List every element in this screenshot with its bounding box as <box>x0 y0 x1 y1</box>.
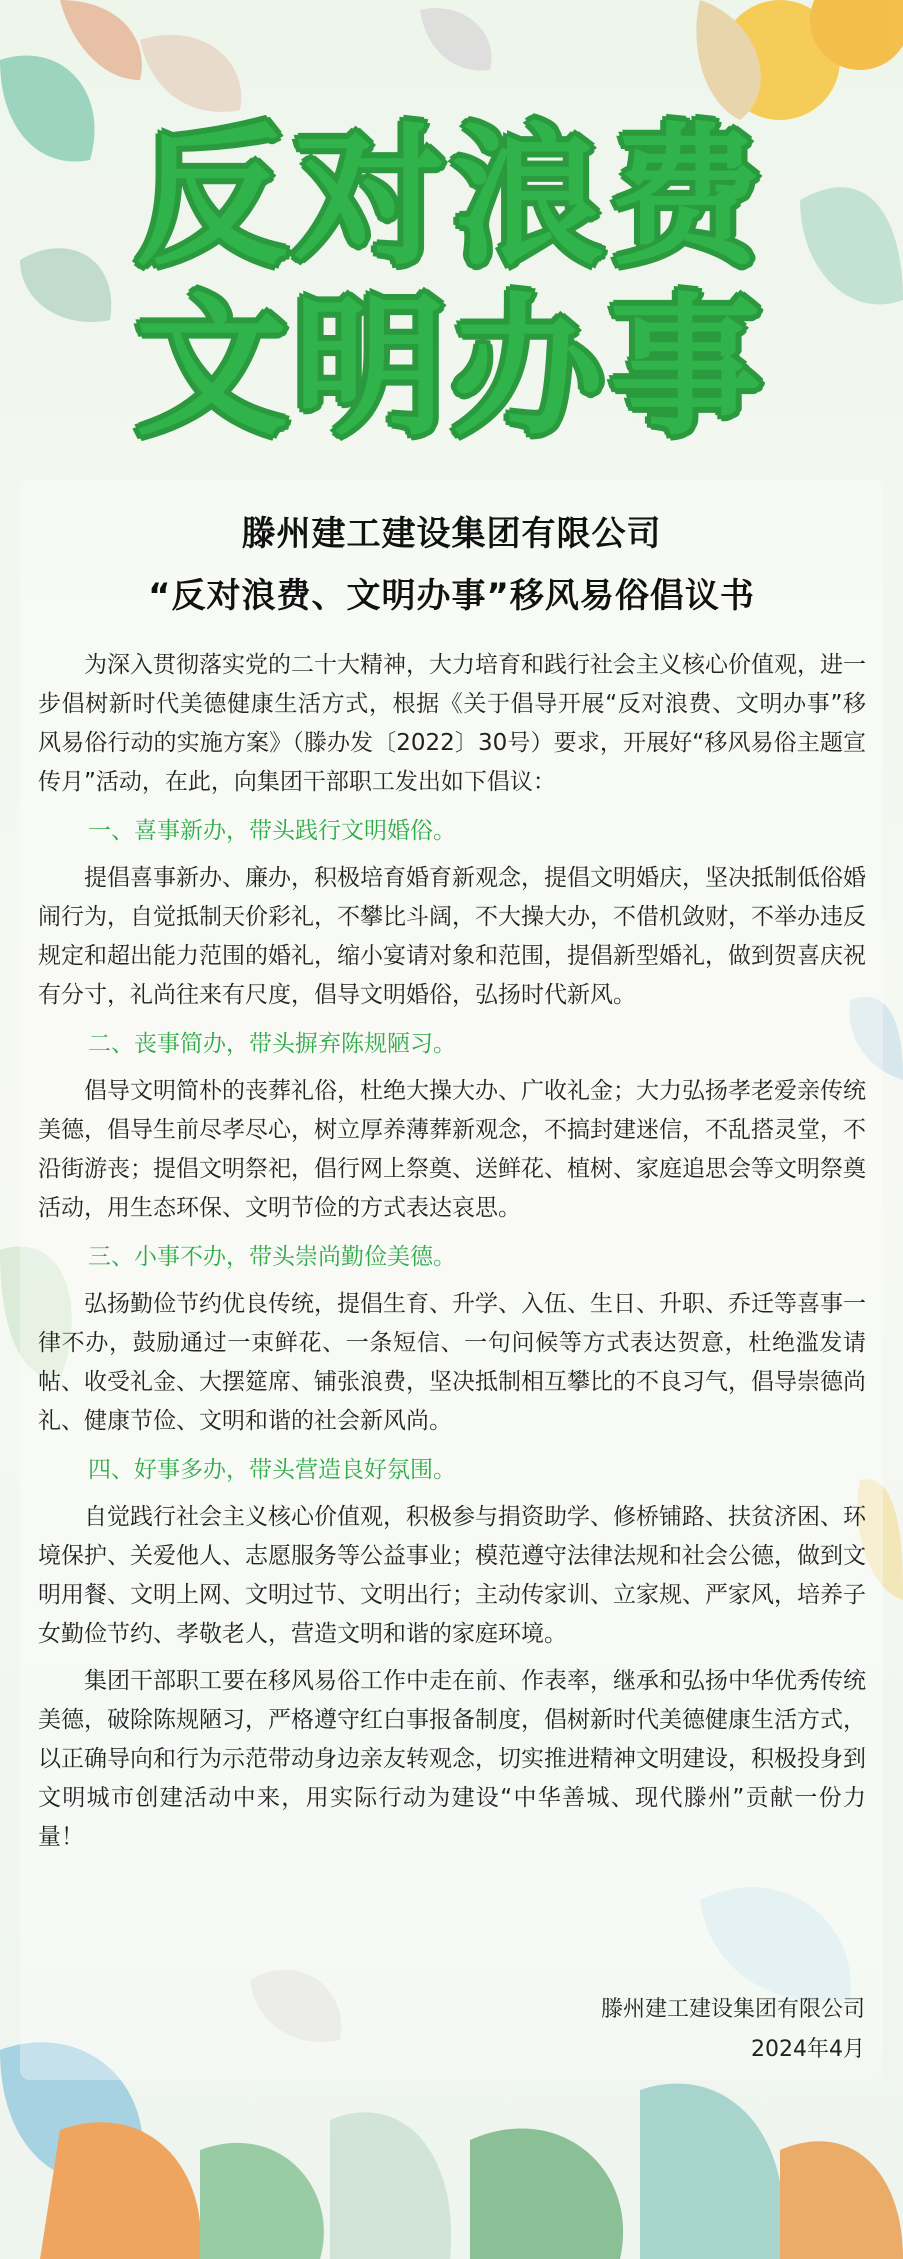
document-title: “反对浪费、文明办事”移风易俗倡议书 <box>148 576 755 616</box>
section-heading-2: 二、丧事简办，带头摒弃陈规陋习。 <box>88 1031 456 1057</box>
signature-date: 2024年4月 <box>751 2037 865 2062</box>
organization-title: 滕州建工建设集团有限公司 <box>241 514 662 554</box>
closing-paragraph: 集团干部职工要在移风易俗工作中走在前、作表率，继承和弘扬中华优秀传统美德，破除陈规陋习，严格遵守红白事报备制度，倡树新时代美德健康生活方式，以正确导向和行为示范带动身边亲友转观念，切实推进精神文明建设，积极投身到文明城市创建活动中来，用实际行动为建设“中华善城、现代滕州”贡献一份力量！ <box>38 1668 866 1850</box>
signature-organization: 滕州建工建设集团有限公司 <box>600 1997 865 2022</box>
proposal-body <box>38 646 866 1857</box>
section-body-2: 倡导文明简朴的丧葬礼俗，杜绝大操大办、广收礼金；大力弘扬孝老爱亲传统美德，倡导生前尽孝尽心，树立厚养薄葬新观念，不搞封建迷信，不乱搭灵堂，不沿街游丧；提倡文明祭祀，倡行网上祭奠、送鲜花、植树、家庭追思会等文明祭奠活动，用生态环保、文明节俭的方式表达哀思。 <box>38 1078 866 1221</box>
headline-line-1: 反对浪费 <box>135 109 768 286</box>
section-body-4: 自觉践行社会主义核心价值观，积极参与捐资助学、修桥铺路、扶贫济困、环境保护、关爱他人、志愿服务等公益事业；模范遵守法律法规和社会公德，做到文明用餐、文明上网、文明过节、文明出行；主动传家训、立家规、严家风，培养子女勤俭节约、孝敬老人，营造文明和谐的家庭环境。 <box>38 1504 866 1647</box>
section-body-3: 弘扬勤俭节约优良传统，提倡生育、升学、入伍、生日、升职、乔迁等喜事一律不办，鼓励通过一束鲜花、一条短信、一句问候等方式表达贺意，杜绝滥发请帖、收受礼金、大摆筵席、铺张浪费，坚决抵制相互攀比的不良习气，倡导崇德尚礼、健康节俭、文明和谐的社会新风尚。 <box>38 1291 866 1434</box>
section-heading-4: 四、好事多办，带头营造良好氛围。 <box>88 1457 456 1483</box>
intro-paragraph: 为深入贯彻落实党的二十大精神，大力培育和践行社会主义核心价值观，进一步倡树新时代美德健康生活方式，根据《关于倡导开展“反对浪费、文明办事”移风易俗行动的实施方案》（滕办发〔2022〕30号）要求，开展好“移风易俗主题宣传月”活动，在此，向集团干部职工发出如下倡议： <box>38 652 866 795</box>
section-heading-3: 三、小事不办，带头崇尚勤俭美德。 <box>88 1244 456 1270</box>
headline-line-2: 文明办事 <box>135 279 768 456</box>
section-body-1: 提倡喜事新办、廉办，积极培育婚育新观念，提倡文明婚庆，坚决抵制低俗婚闹行为，自觉抵制天价彩礼，不攀比斗阔，不大操大办，不借机敛财，不举办违反规定和超出能力范围的婚礼，缩小宴请对象和范围，提倡新型婚礼，做到贺喜庆祝有分寸，礼尚往来有尺度，倡导文明婚俗，弘扬时代新风。 <box>38 865 866 1008</box>
signature-block <box>601 1990 865 2070</box>
section-heading-1: 一、喜事新办，带头践行文明婚俗。 <box>88 818 456 844</box>
